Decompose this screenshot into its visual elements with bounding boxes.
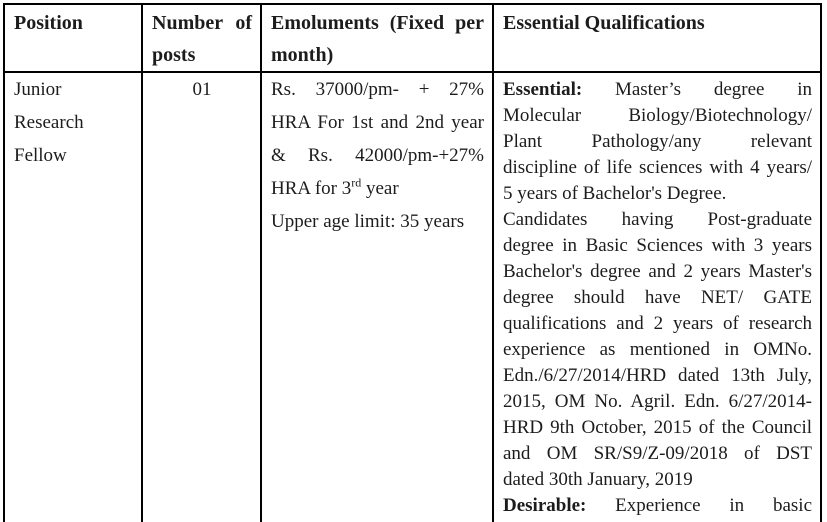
text-line: discipline of life sciences with 4 years/ <box>503 157 812 178</box>
text-line: HRA For 1st and 2nd year <box>271 112 484 133</box>
text-line: Fellow <box>14 145 67 166</box>
text-line: degree in Basic Sciences with 3 years <box>503 235 812 256</box>
text-line: dated 30th January, 2019 <box>503 469 693 490</box>
text-line: degree should have NET/ GATE <box>503 287 812 308</box>
text-line: Essential: Master’s degree in <box>503 79 812 100</box>
text-line: Rs. 37000/pm- + 27% <box>271 79 484 100</box>
text-line: Candidates having Post-graduate <box>503 209 812 230</box>
cell-position <box>5 73 143 522</box>
text-line: qualifications and 2 years of research <box>503 313 812 334</box>
text-line: HRA for 3rd year <box>271 175 399 199</box>
header-number-of-posts: Number of posts <box>143 5 262 71</box>
cell-emoluments <box>262 73 494 522</box>
recruitment-table <box>3 3 822 522</box>
text-line: Molecular Biology/Biotechnology/ <box>503 105 812 126</box>
header-position: Position <box>5 5 143 71</box>
text-line: experience as mentioned in OMNo. <box>503 339 812 360</box>
text-line: 2015, OM No. Agril. Edn. 6/27/2014- <box>503 391 812 412</box>
text-line: Desirable: Experience in basic <box>503 495 812 516</box>
text-line: 5 years of Bachelor's Degree. <box>503 183 727 204</box>
text-line: HRD 9th October, 2015 of the Council <box>503 417 812 438</box>
cell-essential-qualifications <box>494 73 820 522</box>
table-row <box>5 73 820 522</box>
header-emoluments: Emoluments (Fixed per month) <box>262 5 494 71</box>
text-line: Upper age limit: 35 years <box>271 211 465 232</box>
header-essential-qualifications: Essential Qualifications <box>503 12 705 34</box>
text-line: Research <box>14 112 84 133</box>
cell-number-of-posts: 01 <box>143 73 262 522</box>
text-line: Plant Pathology/any relevant <box>503 131 812 152</box>
table-header-row <box>5 5 820 73</box>
text-line: Edn./6/27/2014/HRD dated 13th July, <box>503 365 812 386</box>
text-line: Bachelor's degree and 2 years Master's <box>503 261 812 282</box>
text-line: Junior <box>14 79 62 100</box>
text-line: and OM SR/S9/Z-09/2018 of DST <box>503 443 812 464</box>
text-line: & Rs. 42000/pm-+27% <box>271 145 484 166</box>
